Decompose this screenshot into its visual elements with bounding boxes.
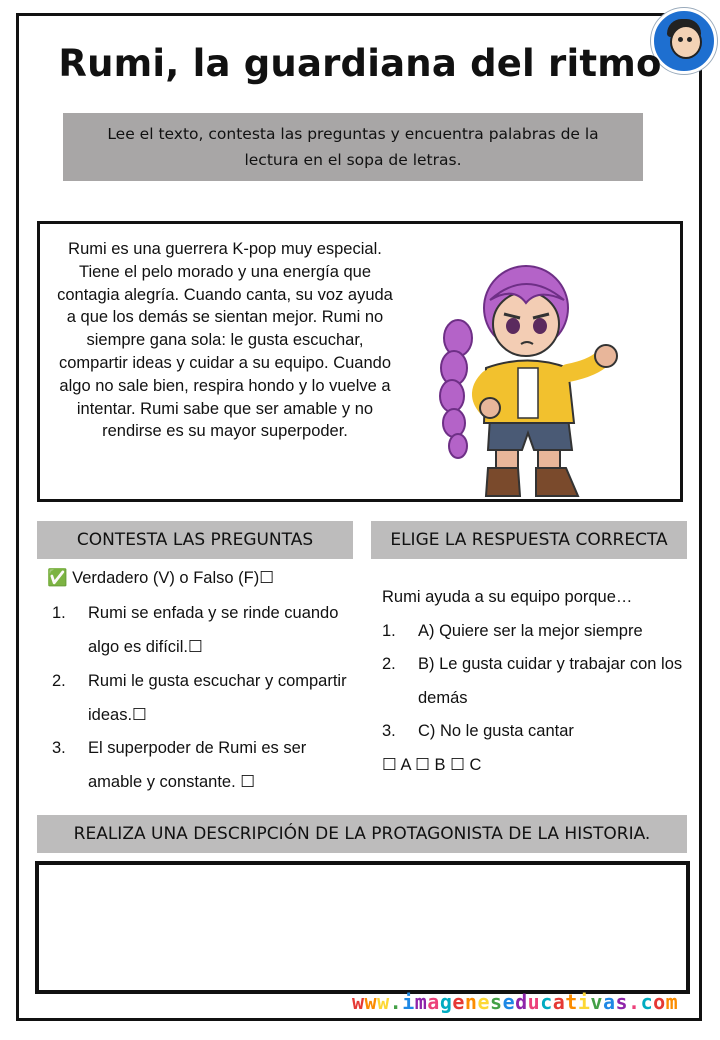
footer-letter: c: [640, 990, 654, 1014]
footer-letter: m: [665, 990, 679, 1014]
footer-letter: .: [389, 990, 403, 1014]
footer-letter: w: [377, 990, 390, 1014]
footer-letter: c: [540, 990, 553, 1014]
question-number: 1.: [52, 604, 66, 622]
question-text: Rumi se enfada y se rinde cuando algo es difícil.☐: [88, 604, 339, 656]
instructions-banner: Lee el texto, contesta las preguntas y encuentra palabras de la lectura en el sopa de letras.: [63, 113, 643, 181]
option-number: 3.: [382, 722, 396, 740]
footer-letter: s: [490, 990, 503, 1014]
mc-prompt: Rumi ayuda a su equipo porque…: [382, 588, 633, 606]
footer-letter: a: [602, 990, 616, 1014]
footer-letter: e: [452, 990, 465, 1014]
footer-letter: a: [552, 990, 566, 1014]
option-text: A) Quiere ser la mejor siempre: [418, 622, 643, 640]
footer-letter: w: [352, 990, 365, 1014]
option-text: B) Le gusta cuidar y trabajar con los demás: [418, 655, 683, 707]
mc-option: [382, 714, 682, 748]
mc-option: [382, 647, 682, 715]
rumi-character-illustration: [418, 228, 630, 500]
true-false-label: ✅ Verdadero (V) o Falso (F)☐: [47, 569, 274, 587]
answer-choices[interactable]: ☐ A ☐ B ☐ C: [382, 756, 482, 774]
mc-option: [382, 614, 682, 648]
footer-letter: v: [590, 990, 603, 1014]
footer-letter: d: [515, 990, 528, 1014]
footer-letter: e: [502, 990, 516, 1014]
question-text: Rumi le gusta escuchar y compartir ideas.☐: [88, 672, 347, 724]
tf-question: [52, 731, 352, 799]
option-number: 2.: [382, 655, 396, 673]
footer-letter: u: [527, 990, 541, 1014]
tf-question: [52, 664, 352, 732]
question-number: 3.: [52, 739, 66, 757]
footer-letter: w: [364, 990, 378, 1014]
option-text: C) No le gusta cantar: [418, 722, 574, 740]
footer-letter: m: [414, 990, 428, 1014]
footer-letter: n: [464, 990, 478, 1014]
multiple-choice-header: ELIGE LA RESPUESTA CORRECTA: [371, 521, 687, 559]
footer-letter: i: [577, 990, 591, 1014]
questions-header: CONTESTA LAS PREGUNTAS: [37, 521, 353, 559]
option-number: 1.: [382, 622, 396, 640]
footer-letter: a: [427, 990, 440, 1014]
footer-letter: t: [565, 990, 578, 1014]
footer-letter: .: [628, 990, 641, 1014]
question-number: 2.: [52, 672, 66, 690]
footer-letter: i: [402, 990, 415, 1014]
footer-letter: g: [439, 990, 453, 1014]
tf-question: [52, 596, 352, 664]
story-text: Rumi es una guerrera K-pop muy especial. Tiene el pelo morado y una energía que contagia alegría. Cuando canta, su voz ayuda a que los demás se sientan mejor. Rumi no siempre gana sola: le gusta escuchar, compartir ideas y cuidar a su equipo. Cuando algo no sale bien, respira hondo y lo vuelve a intentar. Rumi sabe que ser amable y no rendirse es su mayor superpoder.: [57, 240, 393, 441]
footer-website: [352, 990, 678, 1014]
footer-letter: o: [653, 990, 666, 1014]
description-header: REALIZA UNA DESCRIPCIÓN DE LA PROTAGONISTA DE LA HISTORIA.: [37, 815, 687, 853]
question-text: El superpoder de Rumi es ser amable y constante. ☐: [88, 739, 307, 791]
description-answer-box[interactable]: [35, 861, 690, 994]
footer-letter: e: [477, 990, 491, 1014]
page-title: Rumi, la guardiana del ritmo: [58, 42, 662, 85]
footer-letter: s: [615, 990, 629, 1014]
